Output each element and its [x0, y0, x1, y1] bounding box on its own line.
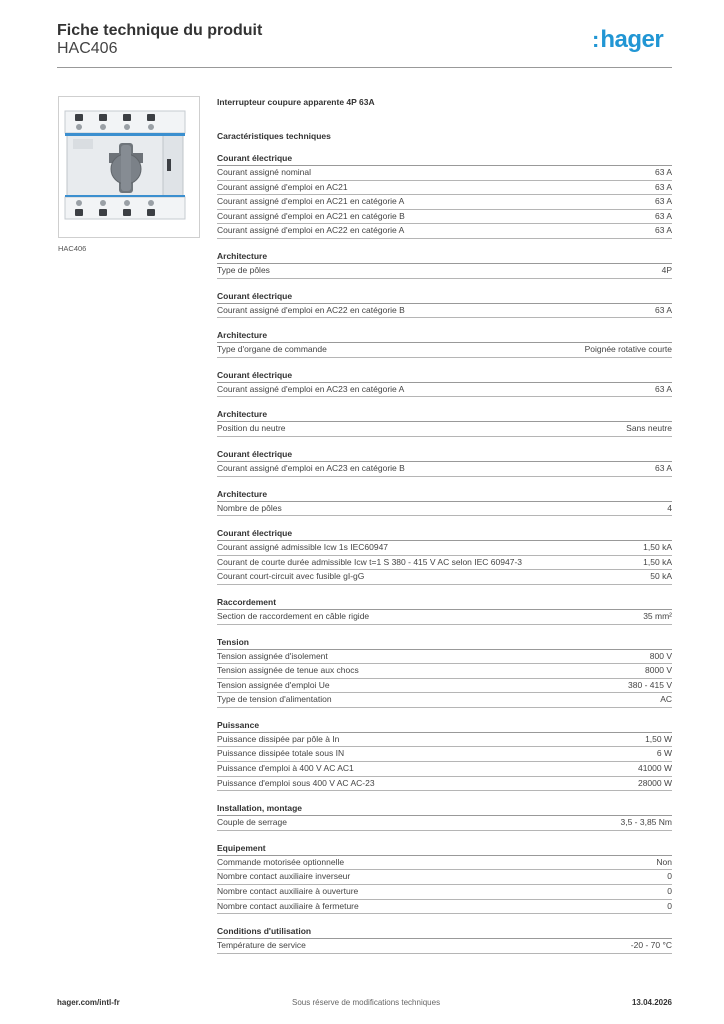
spec-value: 50 kA — [650, 571, 672, 582]
spec-section — [217, 636, 672, 708]
header-divider — [57, 67, 672, 68]
spec-value: 1,50 kA — [643, 556, 672, 567]
spec-row — [217, 502, 672, 517]
spec-value: 28000 W — [637, 777, 672, 788]
spec-section — [217, 250, 672, 279]
spec-row — [217, 210, 672, 225]
footer-website[interactable]: hager.com/intl-fr — [57, 998, 120, 1007]
spec-label: Section de raccordement en câble rigide — [217, 610, 370, 621]
hager-logo: :hager — [592, 26, 664, 53]
section-title: Equipement — [217, 842, 672, 856]
spec-label: Couple de serrage — [217, 817, 287, 828]
spec-row — [217, 885, 672, 900]
spec-label: Puissance d'emploi à 400 V AC AC1 — [217, 763, 354, 774]
spec-row — [217, 679, 672, 694]
spec-row — [217, 556, 672, 571]
spec-label: Courant court-circuit avec fusible gI-gG — [217, 571, 365, 582]
footer-date: 13.04.2026 — [631, 998, 672, 1007]
spec-row — [217, 264, 672, 279]
spec-sections — [217, 152, 672, 965]
spec-row — [217, 304, 672, 319]
spec-section — [217, 802, 672, 831]
spec-section — [217, 152, 672, 239]
spec-row — [217, 422, 672, 437]
specs-heading: Caractéristiques techniques — [217, 131, 331, 141]
spec-row — [217, 570, 672, 585]
document-title: Fiche technique du produit — [57, 22, 263, 39]
spec-row — [217, 610, 672, 625]
product-code: HAC406 — [57, 40, 118, 57]
spec-label: Commande motorisée optionnelle — [217, 856, 345, 867]
section-title: Architecture — [217, 250, 672, 264]
spec-value: 63 A — [654, 167, 672, 177]
spec-section — [217, 290, 672, 319]
spec-row — [217, 900, 672, 915]
spec-label: Nombre contact auxiliaire à fermeture — [217, 900, 359, 911]
spec-row — [217, 181, 672, 196]
spec-row — [217, 856, 672, 871]
spec-row — [217, 166, 672, 181]
spec-label: Puissance dissipée totale sous IN — [217, 748, 345, 759]
spec-section — [217, 448, 672, 477]
spec-row — [217, 462, 672, 477]
spec-value: 6 W — [656, 748, 672, 759]
image-caption: HAC406 — [58, 244, 87, 253]
spec-value: 35 mm² — [643, 610, 672, 621]
spec-value: 63 A — [654, 210, 672, 221]
spec-row — [217, 541, 672, 556]
spec-section — [217, 527, 672, 585]
spec-label: Courant de courte durée admissible Icw t=1 S 380 - 415 V AC selon IEC 60947-3 — [217, 556, 522, 567]
spec-row — [217, 733, 672, 748]
section-title: Installation, montage — [217, 802, 672, 816]
spec-row — [217, 870, 672, 885]
spec-row — [217, 383, 672, 398]
spec-value: 3,5 - 3,85 Nm — [620, 817, 672, 828]
spec-value: 0 — [667, 871, 672, 882]
spec-section — [217, 488, 672, 517]
spec-value: 380 - 415 V — [628, 679, 672, 690]
spec-value: -20 - 70 °C — [630, 940, 672, 951]
spec-row — [217, 939, 672, 954]
spec-value: 4 — [667, 502, 672, 513]
spec-section — [217, 329, 672, 358]
section-title: Tension — [217, 636, 672, 650]
spec-value: 63 A — [654, 181, 672, 192]
spec-value: Non — [656, 856, 672, 867]
spec-label: Tension assignée d'isolement — [217, 650, 328, 661]
spec-label: Nombre contact auxiliaire inverseur — [217, 871, 351, 882]
section-title: Courant électrique — [217, 527, 672, 541]
spec-value: 0 — [667, 886, 672, 897]
spec-label: Courant assigné d'emploi en AC21 — [217, 181, 348, 192]
section-title: Courant électrique — [217, 290, 672, 304]
section-title: Courant électrique — [217, 448, 672, 462]
section-title: Architecture — [217, 488, 672, 502]
spec-label: Température de service — [217, 940, 306, 951]
spec-section — [217, 842, 672, 914]
spec-value: 1,50 kA — [643, 542, 672, 553]
section-title: Courant électrique — [217, 152, 672, 166]
spec-row — [217, 650, 672, 665]
spec-label: Type de pôles — [217, 264, 270, 275]
spec-value: 1,50 W — [645, 733, 672, 744]
spec-value: 63 A — [654, 383, 672, 394]
spec-section — [217, 596, 672, 625]
section-title: Architecture — [217, 329, 672, 343]
spec-value: 0 — [667, 900, 672, 911]
spec-label: Courant assigné d'emploi en AC21 en catégorie A — [217, 196, 405, 207]
spec-label: Courant assigné d'emploi en AC22 en catégorie A — [217, 225, 405, 236]
spec-label: Tension assignée de tenue aux chocs — [217, 665, 359, 676]
spec-label: Courant assigné d'emploi en AC22 en catégorie B — [217, 304, 405, 315]
spec-row — [217, 777, 672, 792]
spec-label: Courant assigné d'emploi en AC23 en catégorie B — [217, 462, 405, 473]
spec-label: Type de tension d'alimentation — [217, 694, 332, 705]
spec-row — [217, 343, 672, 358]
spec-value: Poignée rotative courte — [584, 344, 672, 355]
spec-row — [217, 224, 672, 239]
section-title: Raccordement — [217, 596, 672, 610]
spec-row — [217, 747, 672, 762]
spec-label: Puissance dissipée par pôle à In — [217, 733, 340, 744]
spec-label: Type d'organe de commande — [217, 344, 327, 355]
section-title: Puissance — [217, 719, 672, 733]
spec-value: 63 A — [654, 225, 672, 236]
spec-value: AC — [660, 694, 672, 705]
spec-value: 8000 V — [645, 665, 672, 676]
switch-disconnector-picture — [59, 97, 199, 237]
spec-label: Tension assignée d'emploi Ue — [217, 679, 330, 690]
spec-row — [217, 816, 672, 831]
spec-row — [217, 195, 672, 210]
spec-value: 63 A — [654, 304, 672, 315]
spec-value: 800 V — [649, 650, 672, 661]
section-title: Architecture — [217, 408, 672, 422]
spec-section — [217, 408, 672, 437]
spec-label: Nombre contact auxiliaire à ouverture — [217, 886, 359, 897]
spec-section — [217, 369, 672, 398]
spec-section — [217, 719, 672, 791]
section-title: Conditions d'utilisation — [217, 925, 672, 939]
spec-value: 41000 W — [637, 763, 672, 774]
footer-disclaimer: Sous réserve de modifications techniques — [292, 998, 441, 1007]
spec-label: Courant assigné nominal — [217, 167, 312, 177]
spec-label: Puissance d'emploi sous 400 V AC AC-23 — [217, 777, 375, 788]
section-title: Courant électrique — [217, 369, 672, 383]
spec-label: Courant assigné d'emploi en AC23 en catégorie A — [217, 383, 405, 394]
spec-label: Position du neutre — [217, 423, 286, 434]
spec-label: Courant assigné admissible Icw 1s IEC60947 — [217, 542, 389, 553]
spec-value: 63 A — [654, 196, 672, 207]
spec-value: 63 A — [654, 462, 672, 473]
spec-label: Courant assigné d'emploi en AC21 en catégorie B — [217, 210, 405, 221]
product-image — [58, 96, 200, 238]
spec-label: Nombre de pôles — [217, 502, 282, 513]
spec-section — [217, 925, 672, 954]
spec-row — [217, 762, 672, 777]
spec-row — [217, 664, 672, 679]
product-description: Interrupteur coupure apparente 4P 63A — [217, 97, 375, 107]
spec-value: Sans neutre — [626, 423, 672, 434]
spec-value: 4P — [661, 264, 672, 275]
logo-text: hager — [600, 26, 664, 53]
spec-row — [217, 693, 672, 708]
